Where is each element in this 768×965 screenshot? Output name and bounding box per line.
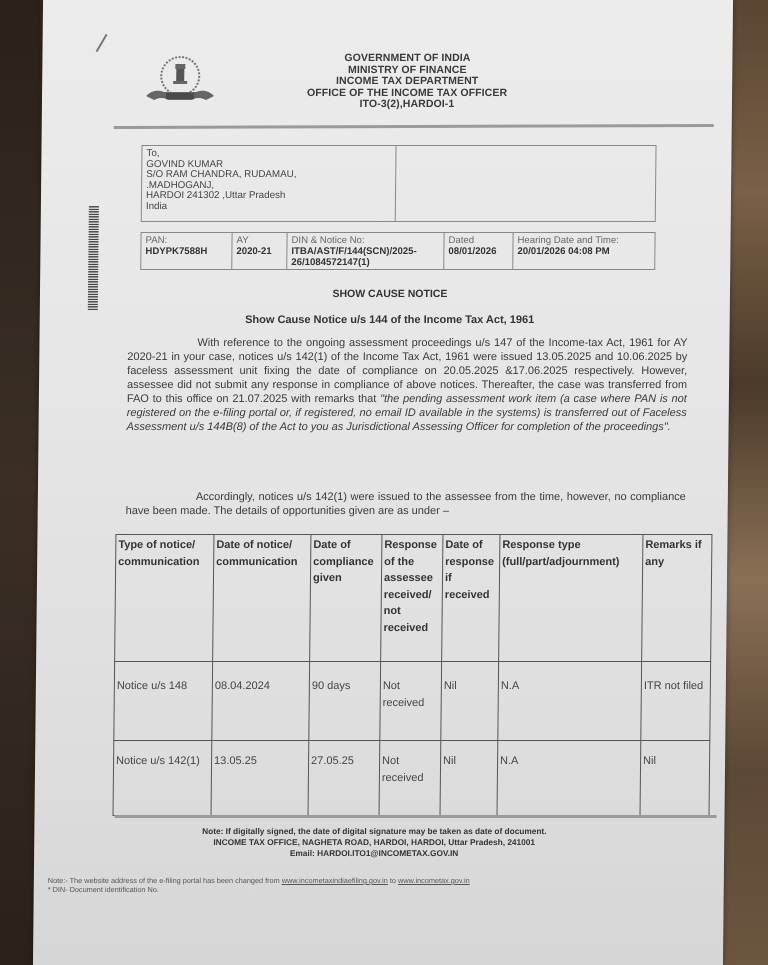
address-line: HARDOI 241302 ,Uttar Pradesh bbox=[145, 190, 286, 202]
table-cell: ITR not filed bbox=[641, 662, 711, 741]
pan-cell bbox=[141, 233, 232, 269]
address-line: .MADHOGANJ, bbox=[146, 179, 215, 191]
address-box bbox=[141, 145, 657, 222]
address-country: India bbox=[145, 200, 168, 212]
column-header: Type of notice/ communication bbox=[115, 535, 214, 662]
table-cell: Nil bbox=[640, 741, 710, 816]
notice-document bbox=[33, 0, 733, 965]
column-header: Remarks if any bbox=[642, 535, 712, 662]
table-cell: 13.05.25 bbox=[211, 741, 309, 816]
table-cell: Notice u/s 148 bbox=[114, 662, 213, 741]
din-value: ITBA/AST/F/144(SCN)/2025-26/1084572147(1) bbox=[291, 246, 417, 268]
pan-value: HDYPK7588H bbox=[145, 246, 208, 257]
office-address: INCOME TAX OFFICE, NAGHETA ROAD, HARDOI, HARDOI, Uttar Pradesh, 241001 bbox=[213, 837, 536, 847]
office-footer bbox=[164, 826, 584, 859]
notice-subtitle: Show Cause Notice u/s 144 of the Income Tax Act, 1961 bbox=[245, 314, 535, 326]
footer-divider bbox=[114, 815, 716, 818]
footnotes bbox=[48, 876, 648, 894]
paragraph-text: Accordingly, notices u/s 142(1) were issued to the assessee from the time, however, no compliance have been made. The details of opportunities given are as under – bbox=[125, 491, 686, 517]
din-label: DIN & Notice No: bbox=[291, 235, 365, 246]
table-cell: N.A bbox=[498, 662, 642, 741]
new-url-link[interactable]: www.incometax.gov.in bbox=[397, 876, 470, 885]
column-header: Response type (full/part/adjournment) bbox=[499, 535, 643, 662]
income-tax-emblem-icon bbox=[142, 52, 219, 110]
dated-value: 08/01/2026 bbox=[448, 246, 497, 257]
table-cell: Nil bbox=[441, 662, 499, 741]
hearing-value: 20/01/2026 04:08 PM bbox=[517, 246, 610, 257]
header-divider bbox=[114, 124, 714, 129]
table-header-row bbox=[115, 535, 712, 662]
header-line: MINISTRY OF FINANCE bbox=[347, 63, 467, 76]
table-cell: N.A bbox=[497, 741, 641, 816]
column-header: Response of the assessee received/ not received bbox=[381, 535, 443, 662]
table-cell: 90 days bbox=[309, 662, 381, 741]
header-line: GOVERNMENT OF INDIA bbox=[344, 52, 471, 64]
pen-mark bbox=[96, 34, 108, 52]
address-blank-cell bbox=[396, 146, 656, 221]
address-line: S/O RAM CHANDRA, RUDAMAU, bbox=[146, 169, 297, 181]
to-label: To, bbox=[146, 148, 160, 159]
din-cell bbox=[287, 233, 444, 269]
header-line: ITO-3(2),HARDOI-1 bbox=[359, 98, 455, 110]
body-paragraph-1 bbox=[127, 336, 688, 434]
column-header: Date of response if received bbox=[442, 535, 500, 662]
website-note-text: Note:- The website address of the e-filing portal has been changed from bbox=[47, 876, 282, 885]
addressee-name: GOVIND KUMAR bbox=[146, 158, 224, 170]
din-footnote: * DIN- Document identification No. bbox=[47, 885, 159, 894]
ay-value: 2020-21 bbox=[236, 246, 272, 257]
table-cell: 08.04.2024 bbox=[212, 662, 310, 741]
column-header: Date of notice/ communication bbox=[213, 535, 311, 662]
pan-label: PAN: bbox=[145, 235, 168, 246]
body-paragraph-2 bbox=[126, 490, 686, 518]
dated-cell bbox=[444, 233, 513, 269]
signature-note: Note: If digitally signed, the date of digital signature may be taken as date of document. bbox=[202, 826, 547, 836]
old-url-link[interactable]: www.incometaxindiaefiling.gov.in bbox=[281, 876, 388, 885]
table-row bbox=[113, 741, 710, 816]
column-header: Date of compliance given bbox=[310, 535, 382, 662]
paragraph-text: With reference to the ongoing assessment proceedings u/s 147 of the Income-tax Act, 1961 for AY 2020-21 in your case, notices u/s 142(1) of the Income Tax Act, 1961 were issued 13.05.2025 and 10.06.2025 by faceless assessment unit fixing the date of compliance on 20.05.2025 &17.06.2025 respectively. However, assessee did not submit any response in compliance of above notices. Thereafter, the case was transferred from FAO to this office on 21.07.2025 with remarks that bbox=[126, 337, 688, 405]
ay-cell bbox=[232, 233, 287, 269]
office-email: Email: HARDOI.ITO1@INCOMETAX.GOV.IN bbox=[289, 848, 459, 858]
table-row bbox=[114, 662, 711, 741]
hearing-label: Hearing Date and Time: bbox=[517, 235, 619, 246]
department-header bbox=[272, 53, 543, 111]
notice-title: SHOW CAUSE NOTICE bbox=[332, 288, 448, 300]
website-note-text: to bbox=[387, 876, 399, 885]
website-note bbox=[48, 876, 648, 885]
table-cell: Not received bbox=[379, 741, 441, 816]
addressee-block bbox=[142, 146, 397, 221]
barcode-icon bbox=[88, 206, 99, 310]
dated-label: Dated bbox=[448, 235, 475, 246]
header-line: INCOME TAX DEPARTMENT bbox=[335, 75, 479, 87]
table-cell: 27.05.25 bbox=[308, 741, 380, 816]
header-line: OFFICE OF THE INCOME TAX OFFICER bbox=[306, 86, 508, 99]
notice-info-box bbox=[140, 232, 655, 270]
quoted-remarks: "the pending assessment work item (a case where PAN is not registered on the e-filing portal or, if registered, no email ID available in the systems) is transferred out of Faceless Assessment u/s 144B(8) of the Act to you as Jurisdictional Assessing Officer for completion of the proceedings". bbox=[126, 393, 687, 433]
hearing-cell bbox=[513, 233, 654, 269]
table-cell: Nil bbox=[440, 741, 498, 816]
table-cell: Notice u/s 142(1) bbox=[113, 741, 212, 816]
opportunities-table bbox=[113, 534, 713, 816]
ay-label: AY bbox=[236, 235, 249, 246]
table-cell: Not received bbox=[380, 662, 442, 741]
